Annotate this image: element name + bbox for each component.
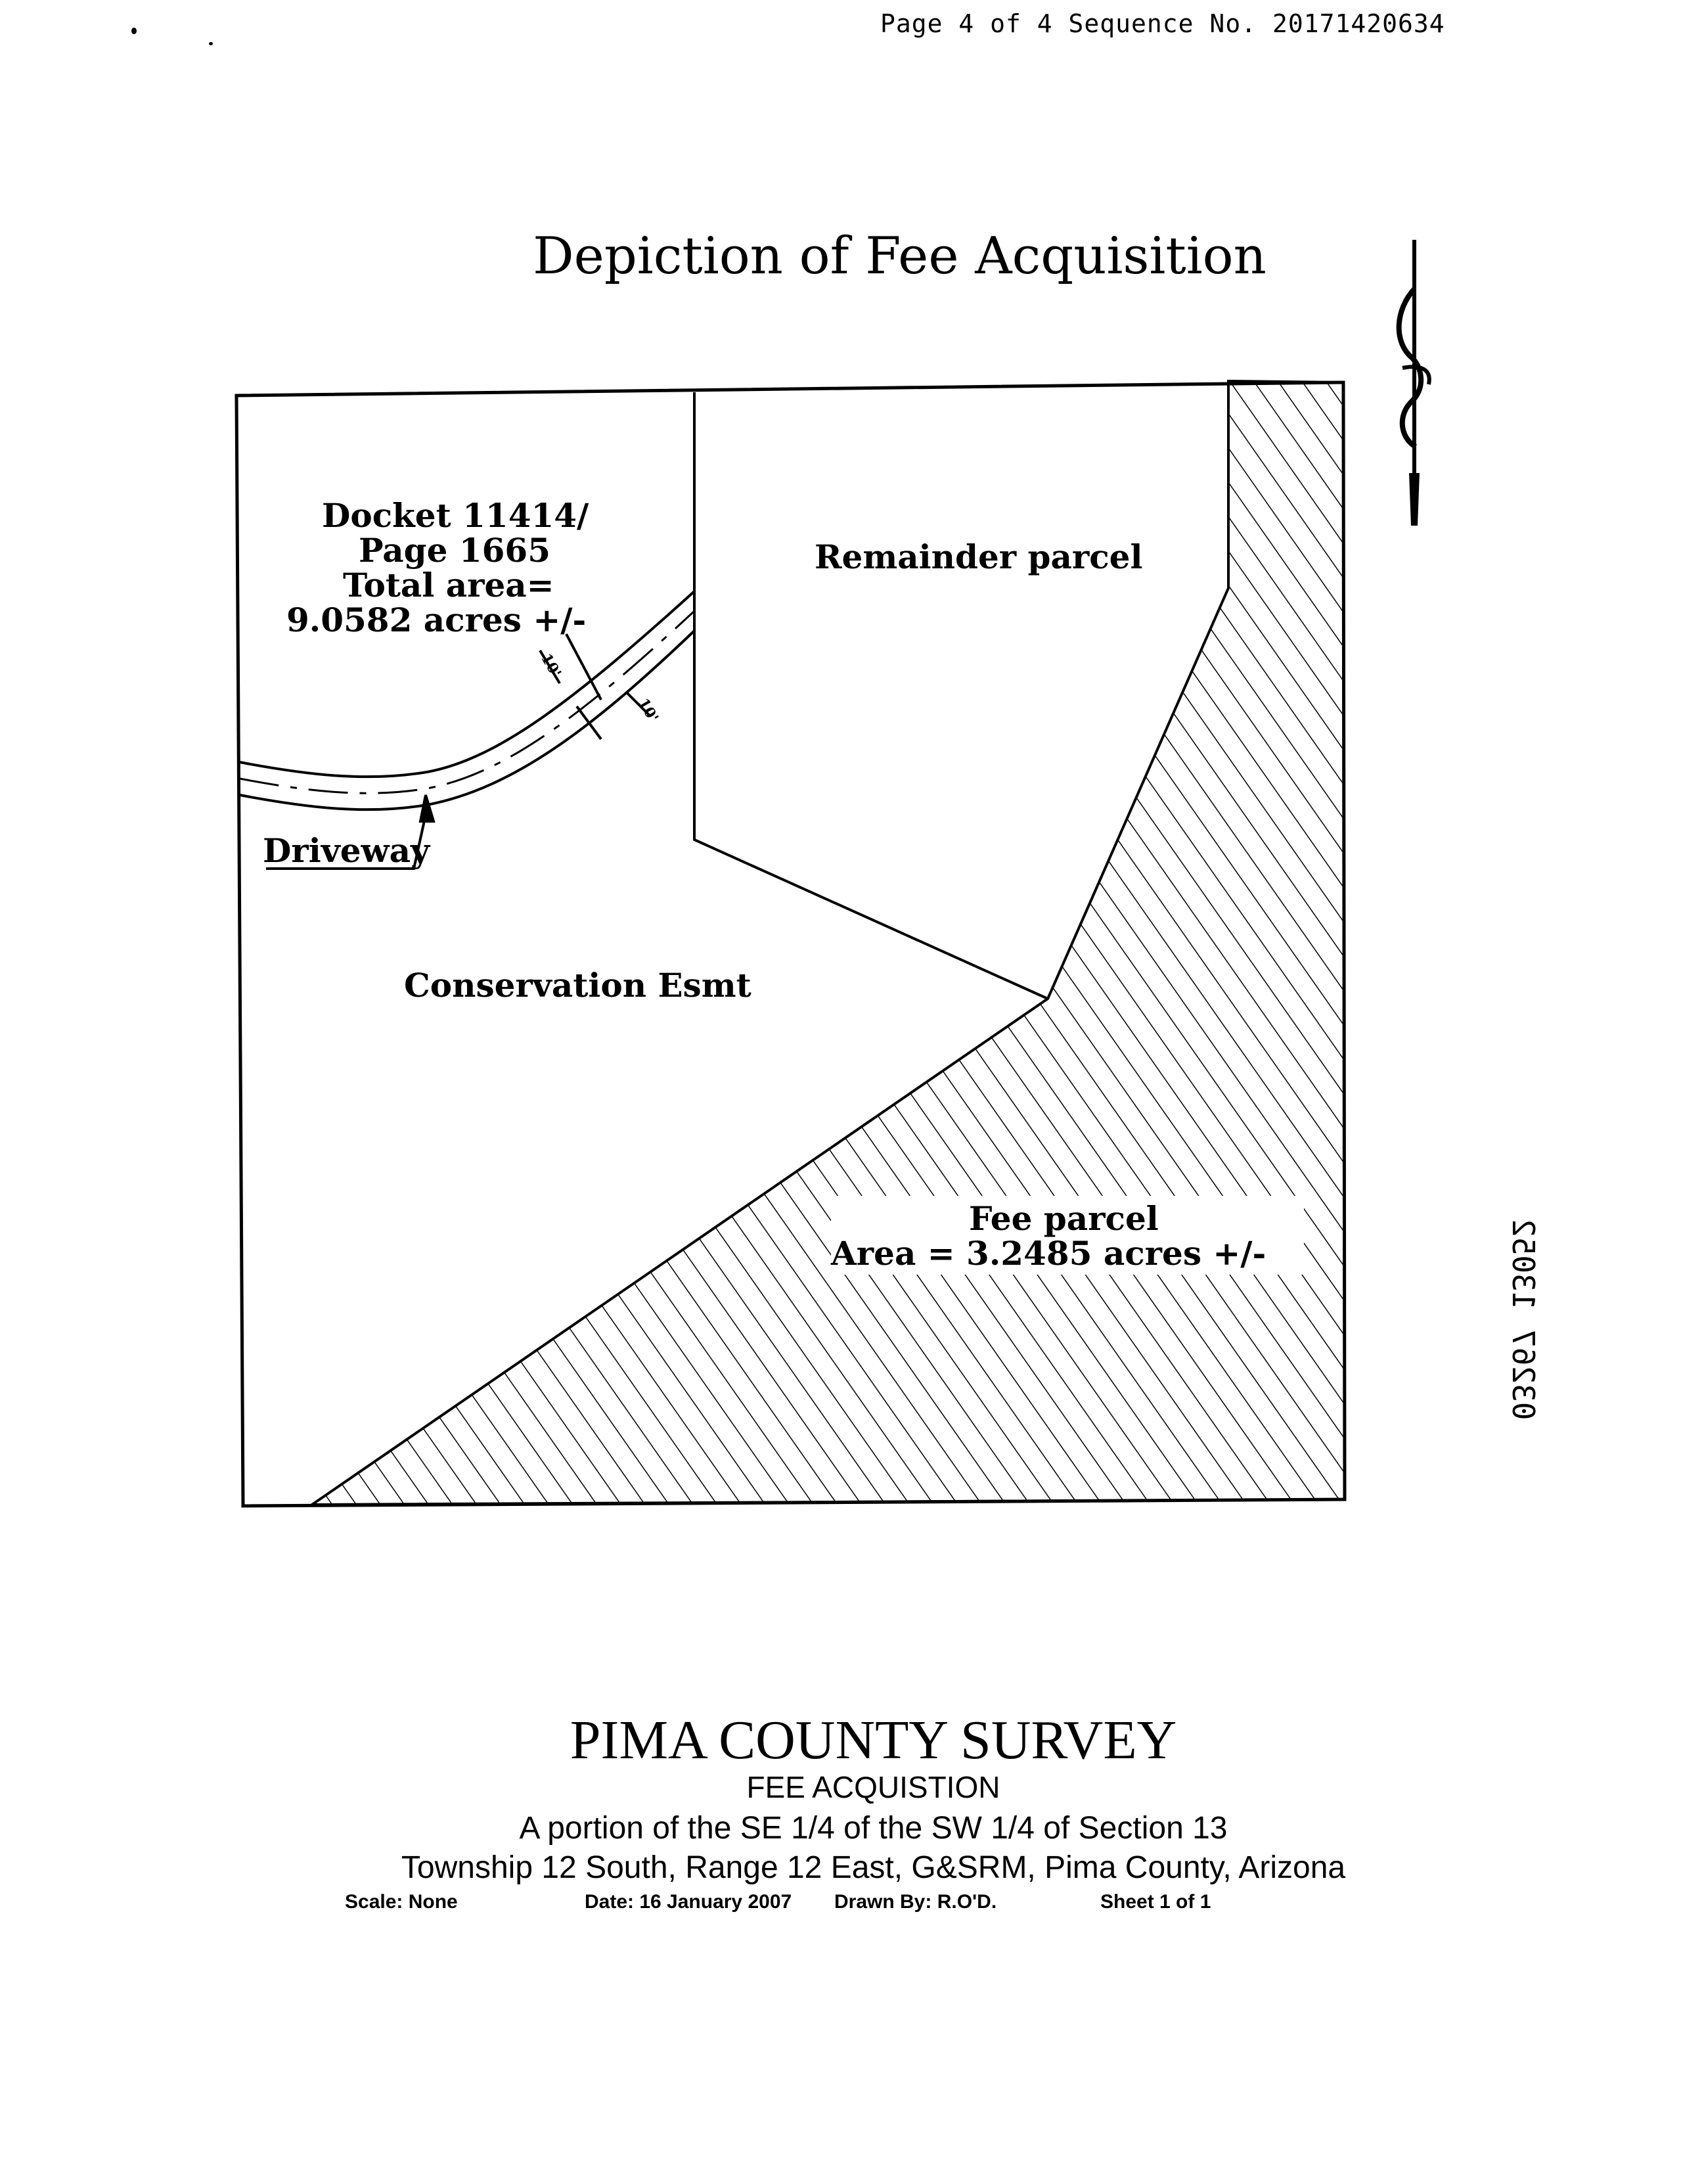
survey-description-line-1: A portion of the SE 1/4 of the SW 1/4 of Section 13 [519,1811,1228,1846]
survey-subtitle: FEE ACQUISTION [746,1770,1000,1804]
docket-label-line-1: Docket 11414/ [322,496,589,535]
remainder-parcel-boundary [694,392,1048,999]
drawn-by-note: Drawn By: R.O'D. [834,1891,997,1913]
scale-note: Scale: None [345,1891,458,1913]
docket-label-line-2: Page 1665 [359,531,550,570]
page-sequence-header: Page 4 of 4 Sequence No. 20171420634 [880,9,1445,38]
docket-label-line-3: Total area= [343,566,554,604]
dimension-label: 10' [537,650,565,681]
remainder-parcel-label: Remainder parcel [815,537,1143,576]
dimension-label: 10' [635,695,662,725]
fee-parcel-label: Fee parcel [969,1199,1159,1238]
docket-label-line-4: 9.0582 acres +/- [286,601,587,639]
sheet-note: Sheet 1 of 1 [1100,1891,1211,1913]
map-title: Depiction of Fee Acquisition [533,227,1266,286]
driveway-label: Driveway [263,831,430,870]
recording-stamp-number [1506,1219,1541,1421]
recording-number-top: 13052 [1506,1219,1541,1310]
date-note: Date: 16 January 2007 [585,1891,792,1913]
conservation-easement-label: Conservation Esmt [404,966,751,1005]
recording-number-bottom: 03267 [1506,1329,1541,1421]
survey-description-line-2: Township 12 South, Range 12 East, G&SRM, Pima County, Arizona [401,1850,1346,1885]
north-arrow-icon [1399,240,1429,526]
survey-title: PIMA COUNTY SURVEY [570,1710,1177,1771]
fee-parcel-area-label: Area = 3.2485 acres +/- [831,1234,1266,1273]
